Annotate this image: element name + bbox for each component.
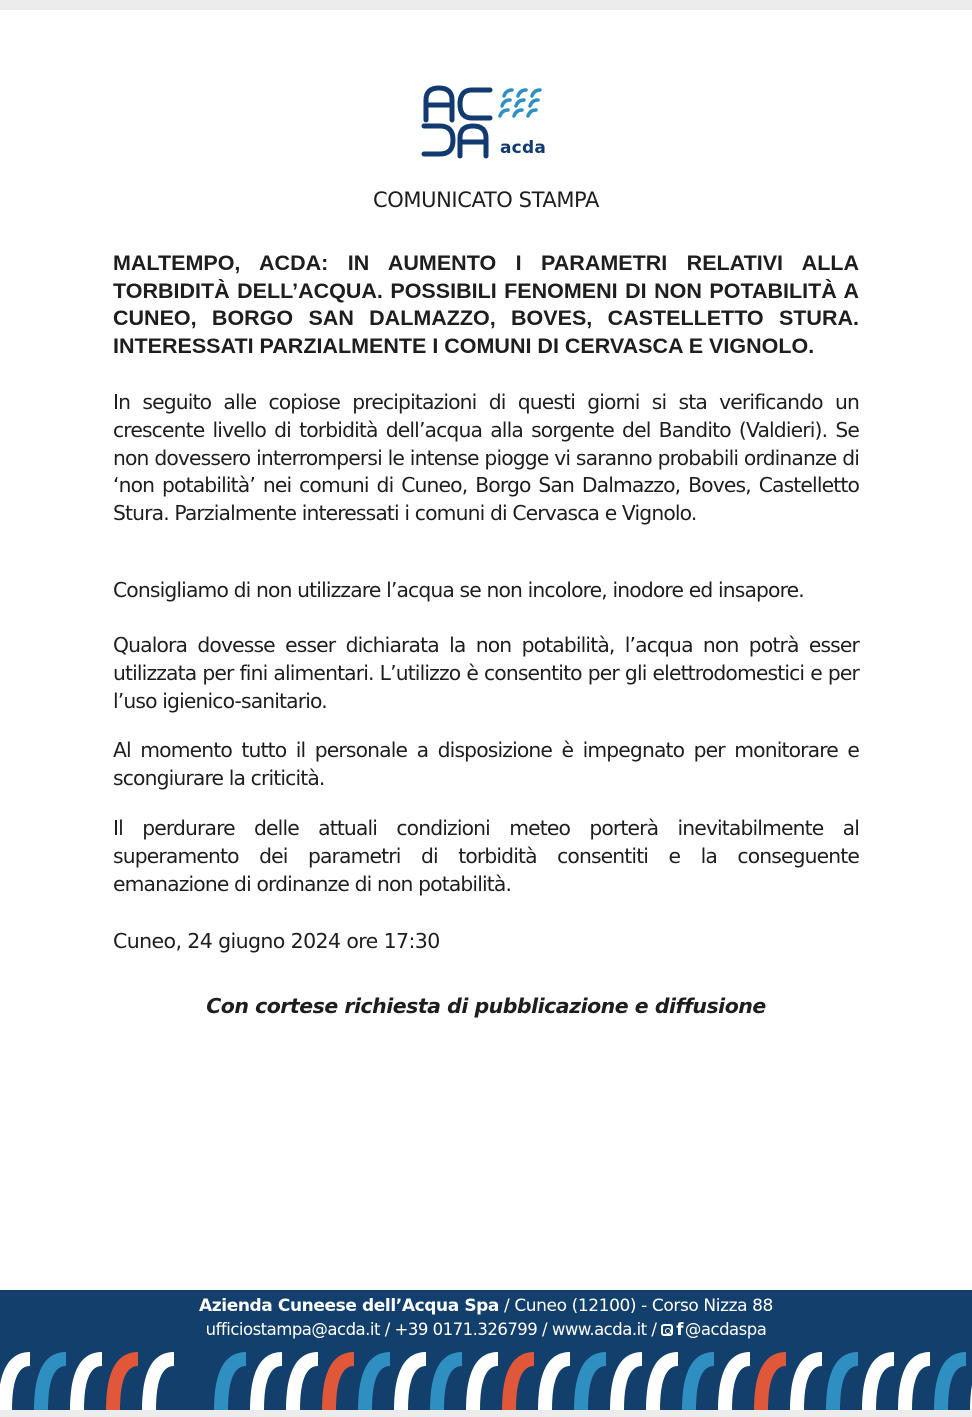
acda-logo (420, 82, 554, 162)
instagram-icon (661, 1324, 673, 1336)
footer-arc-shape (718, 1352, 750, 1410)
footer-arc-shape (898, 1352, 930, 1410)
footer-arc-shape (538, 1352, 570, 1410)
footer-website[interactable]: / www.acda.it / (537, 1320, 662, 1339)
footer-address: / Cuneo (12100) - Corso Nizza 88 (499, 1296, 773, 1316)
footer-arc-shape (106, 1352, 138, 1410)
dateline: Cuneo, 24 giugno 2024 ore 17:30 (113, 929, 440, 953)
footer-arc-shape (214, 1352, 246, 1410)
footer-arc-shape (754, 1352, 786, 1410)
footer-arc-shape (790, 1352, 822, 1410)
document-kicker: COMUNICATO STAMPA (373, 188, 599, 212)
facebook-icon: f (676, 1320, 683, 1339)
footer-arc-shape (286, 1352, 318, 1410)
logo-wordmark: acda (500, 138, 546, 158)
footer-arc-shape (0, 1352, 30, 1410)
footer-arc-shape (934, 1352, 966, 1410)
footer-arc-shape (322, 1352, 354, 1410)
footer-arc-shape (610, 1352, 642, 1410)
footer-email[interactable]: ufficiostampa@acda.it (205, 1320, 380, 1339)
closing-note: Con cortese richiesta di pubblicazione e diffusione (206, 994, 766, 1018)
footer-arc-shape (574, 1352, 606, 1410)
body-paragraph-3: Qualora dovesse esser dichiarata la non potabilità, l’acqua non potrà esser utilizzata per fini alimentari. L’utilizzo è consentito per gli elettrodomestici e per l’uso igienico-sanitario. (113, 633, 859, 713)
body-paragraph-4: Al momento tutto il personale a disposizione è impegnato per monitorare e scongiurare la criticità. (113, 738, 859, 790)
footer-arc-shape (466, 1352, 498, 1410)
bottom-band (0, 1410, 972, 1417)
press-release-headline: MALTEMPO, ACDA: IN AUMENTO I PARAMETRI RELATIVI ALLA TORBIDITÀ DELL’ACQUA. POSSIBILI FENOMENI DI NON POTABILITÀ A CUNEO, BORGO SAN DALMAZZO, BOVES, CASTELLETTO STURA. INTERESSATI PARZIALMENTE I COMUNI DI CERVASCA E VIGNOLO. (113, 251, 859, 358)
footer-contact-line (0, 1320, 972, 1339)
footer-company: Azienda Cuneese dell’Acqua Spa (199, 1296, 499, 1316)
footer-arc-shape (862, 1352, 894, 1410)
footer-arc-shape (394, 1352, 426, 1410)
footer-arc-shape (682, 1352, 714, 1410)
footer-wave-pattern (0, 1346, 972, 1410)
footer-arc-shape (250, 1352, 282, 1410)
footer-arc-shape (502, 1352, 534, 1410)
footer-arc-shape (646, 1352, 678, 1410)
body-paragraph-5: Il perdurare delle attuali condizioni meteo porterà inevitabilmente al superamento dei parametri di torbidità consentiti e la conseguente emanazione di ordinanze di non potabilità. (113, 816, 859, 896)
footer-arc-shape (358, 1352, 390, 1410)
footer (0, 1290, 972, 1410)
footer-phone: / +39 0171.326799 (379, 1320, 538, 1339)
footer-address-line (0, 1296, 972, 1316)
body-paragraph-2: Consigliamo di non utilizzare l’acqua se non incolore, inodore ed insapore. (113, 578, 804, 602)
body-paragraph-1: In seguito alle copiose precipitazioni di questi giorni si sta verificando un crescente livello di torbidità dell’acqua alla sorgente del Bandito (Valdieri). Se non dovessero interrompersi le intense piogge vi saranno probabili ordinanze di ‘non potabilità’ nei comuni di Cuneo, Borgo San Dalmazzo, Boves, Castelletto Stura. Parzialmente interessati i comuni di Cervasca e Vignolo. (113, 390, 859, 526)
top-band (0, 0, 972, 10)
footer-arc-shape (70, 1352, 102, 1410)
footer-arc-shape (34, 1352, 66, 1410)
footer-social-handle[interactable]: @acdaspa (684, 1320, 767, 1339)
footer-arc-shape (826, 1352, 858, 1410)
footer-arc-shape (178, 1352, 210, 1410)
footer-arc-shape (430, 1352, 462, 1410)
footer-arc-shape (142, 1352, 174, 1410)
